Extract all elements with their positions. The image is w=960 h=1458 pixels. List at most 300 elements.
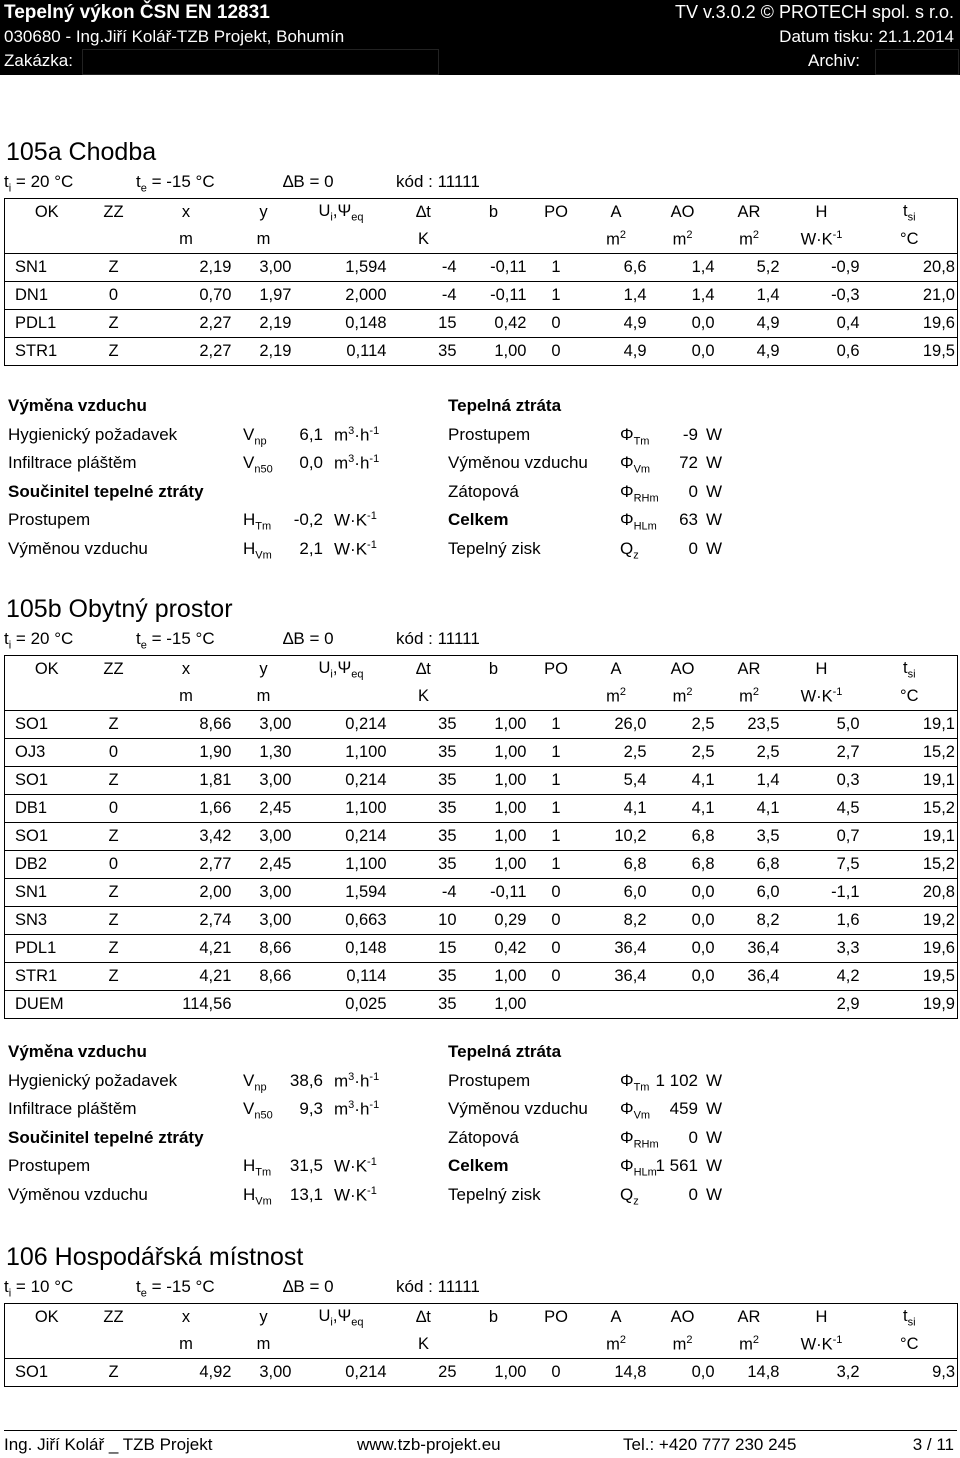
table-cell: -0,3 xyxy=(782,282,862,310)
header-cell: ∆t xyxy=(389,656,459,684)
table-cell: 35 xyxy=(389,739,459,767)
table-row xyxy=(5,879,958,907)
table-cell: 21,0 xyxy=(862,282,958,310)
unit-cell: m xyxy=(139,683,234,711)
table-row xyxy=(5,795,958,823)
table-cell: 3,00 xyxy=(234,823,294,851)
unit-cell xyxy=(529,683,584,711)
table-cell: 2,19 xyxy=(234,310,294,338)
summary-value: 459 xyxy=(669,1099,698,1119)
header-cell: b xyxy=(459,1304,529,1332)
room-table xyxy=(4,655,958,1019)
table-cell: 4,1 xyxy=(717,795,782,823)
table-cell: 0,214 xyxy=(294,711,389,739)
summary-value: 1 102 xyxy=(655,1070,698,1090)
footer-web: www.tzb-projekt.eu xyxy=(357,1435,501,1454)
table-cell: 6,8 xyxy=(717,851,782,879)
table-cell: 1,00 xyxy=(459,963,529,991)
room-title: 105b Obytný prostor xyxy=(6,595,233,623)
table-cell: 2,5 xyxy=(717,739,782,767)
summary-unit: $W\cdot K^{-1}$ xyxy=(334,1185,377,1205)
table-cell: 8,2 xyxy=(584,907,649,935)
summary-unit: W xyxy=(706,481,723,501)
header-cell: AR xyxy=(717,199,782,227)
table-row xyxy=(5,991,958,1019)
summary-label: Hygienický požadavek xyxy=(8,424,178,444)
table-cell: -4 xyxy=(389,879,459,907)
table-cell: 1 xyxy=(529,711,584,739)
table-cell: 6,6 xyxy=(584,254,649,282)
table-cell: SN1 xyxy=(5,254,89,282)
summary-symbol: $\Phi_{HLm}$ xyxy=(620,510,657,533)
table-cell: STR1 xyxy=(5,338,89,366)
summary-symbol: $\Phi_{Vm}$ xyxy=(620,453,651,476)
table-cell: 2,27 xyxy=(139,338,234,366)
summary-value: -0,2 xyxy=(293,510,323,530)
table-cell: 15,2 xyxy=(862,795,958,823)
table-cell: 8,2 xyxy=(717,907,782,935)
header-cell: AR xyxy=(717,656,782,684)
header-cell: PO xyxy=(529,656,584,684)
unit-cell xyxy=(89,683,139,711)
unit-cell: K xyxy=(389,1331,459,1359)
table-cell: Z xyxy=(89,823,139,851)
table-cell: 10,2 xyxy=(584,823,649,851)
unit-cell: $W\cdot K^{-1}$ xyxy=(782,683,862,711)
summary-unit: W xyxy=(706,453,723,473)
table-cell: SN3 xyxy=(5,907,89,935)
summary-label: Zátopová xyxy=(448,481,519,501)
summary-value: 0,0 xyxy=(299,453,323,473)
table-cell: 3,00 xyxy=(234,1359,294,1387)
table-cell: 2,9 xyxy=(782,991,862,1019)
table-cell: 35 xyxy=(389,963,459,991)
table-cell: -4 xyxy=(389,282,459,310)
table-cell: -0,11 xyxy=(459,254,529,282)
table-cell xyxy=(529,991,584,1019)
table-cell: 3,2 xyxy=(782,1359,862,1387)
table-cell: Z xyxy=(89,963,139,991)
unit-cell: m xyxy=(234,226,294,254)
table-cell: 6,0 xyxy=(584,879,649,907)
header-cell: H xyxy=(782,656,862,684)
table-cell: SO1 xyxy=(5,711,89,739)
table-cell: 0,0 xyxy=(649,310,717,338)
table-cell: 20,8 xyxy=(862,879,958,907)
header-cell: A xyxy=(584,1304,649,1332)
unit-cell: m xyxy=(234,1331,294,1359)
summary-label: Infiltrace pláštěm xyxy=(8,1099,137,1119)
cond-ti: $t_i = 10$ °C xyxy=(4,1277,74,1300)
table-cell: 1,4 xyxy=(584,282,649,310)
table-cell: 2,74 xyxy=(139,907,234,935)
summary-label: Výměnou vzduchu xyxy=(8,1185,148,1204)
table-cell: 3,3 xyxy=(782,935,862,963)
header-cell: AO xyxy=(649,1304,717,1332)
table-cell: 114,56 xyxy=(139,991,234,1019)
cond-ti: $t_i = 20$ °C xyxy=(4,629,74,652)
software-version: TV v.3.0.2 © PROTECH spol. s r.o. xyxy=(674,2,954,22)
table-cell: 35 xyxy=(389,851,459,879)
table-cell: 0 xyxy=(89,739,139,767)
header-cell: ZZ xyxy=(89,656,139,684)
header-cell: ∆t xyxy=(389,199,459,227)
table-cell: 1,594 xyxy=(294,254,389,282)
summary-value: 72 xyxy=(679,453,698,473)
summary-value: 0 xyxy=(688,481,698,501)
table-cell: 1,97 xyxy=(234,282,294,310)
unit-cell: $m^2$ xyxy=(717,226,782,254)
summary-label: Prostupem xyxy=(8,1156,91,1176)
table-cell: 2,5 xyxy=(649,739,717,767)
cond-db: ∆B = 0 xyxy=(283,172,334,191)
table-cell: Z xyxy=(89,935,139,963)
unit-cell xyxy=(529,1331,584,1359)
table-cell: 0 xyxy=(529,1359,584,1387)
table-cell: 20,8 xyxy=(862,254,958,282)
table-cell: 36,4 xyxy=(717,935,782,963)
table-cell: 0 xyxy=(529,963,584,991)
table-cell: 0,3 xyxy=(782,767,862,795)
summary-label: Prostupem xyxy=(448,424,531,444)
table-cell: 19,1 xyxy=(862,823,958,851)
unit-cell xyxy=(529,226,584,254)
table-cell: 1,100 xyxy=(294,795,389,823)
header-cell: b xyxy=(459,656,529,684)
table-cell: 2,5 xyxy=(649,711,717,739)
summary-value: 38,6 xyxy=(289,1070,323,1090)
table-row xyxy=(5,254,958,282)
table-cell: 4,92 xyxy=(139,1359,234,1387)
cond-kod: kód : 11111 xyxy=(396,172,480,191)
table-cell: 2,45 xyxy=(234,851,294,879)
unit-cell: K xyxy=(389,226,459,254)
table-cell: 0 xyxy=(529,935,584,963)
table-cell: 0 xyxy=(529,907,584,935)
table-row xyxy=(5,907,958,935)
table-cell: DB2 xyxy=(5,851,89,879)
summary-label: Součinitel tepelné ztráty xyxy=(8,481,204,501)
unit-cell: $m^2$ xyxy=(717,1331,782,1359)
summary-value: 63 xyxy=(679,510,698,530)
table-cell: 6,8 xyxy=(649,851,717,879)
unit-cell: K xyxy=(389,683,459,711)
table-cell: 1,100 xyxy=(294,851,389,879)
table-cell: 10 xyxy=(389,907,459,935)
table-cell xyxy=(584,991,649,1019)
unit-cell: $W\cdot K^{-1}$ xyxy=(782,226,862,254)
unit-cell xyxy=(294,683,389,711)
summary-label: Prostupem xyxy=(448,1070,531,1090)
unit-cell xyxy=(459,226,529,254)
summary-label: Tepelný zisk xyxy=(448,539,541,558)
table-cell: 3,00 xyxy=(234,879,294,907)
table-cell: Z xyxy=(89,907,139,935)
table-cell: SO1 xyxy=(5,823,89,851)
unit-cell xyxy=(294,226,389,254)
zakazka-label: Zakázka: xyxy=(4,51,73,70)
table-cell: 19,1 xyxy=(862,767,958,795)
cond-te: $t_e = -15$ °C xyxy=(136,1277,215,1300)
table-row xyxy=(5,282,958,310)
table-cell: 35 xyxy=(389,795,459,823)
table-cell: 1,81 xyxy=(139,767,234,795)
table-cell: Z xyxy=(89,767,139,795)
header-cell: $U_i,\Psi_{eq}$ xyxy=(294,199,389,227)
table-cell: Z xyxy=(89,1359,139,1387)
unit-cell xyxy=(459,1331,529,1359)
table-cell: 0,663 xyxy=(294,907,389,935)
table-cell: 1,00 xyxy=(459,711,529,739)
table-header-row xyxy=(5,199,958,227)
table-row xyxy=(5,711,958,739)
table-cell: 1,4 xyxy=(649,282,717,310)
table-cell: 1,4 xyxy=(717,282,782,310)
header-cell: y xyxy=(234,656,294,684)
table-cell xyxy=(234,991,294,1019)
table-cell: 8,66 xyxy=(234,935,294,963)
summary-value: 13,1 xyxy=(289,1185,323,1204)
table-cell: 0,214 xyxy=(294,823,389,851)
header-cell: OK xyxy=(5,1304,89,1332)
table-units-row xyxy=(5,226,958,254)
table-cell: 0 xyxy=(529,338,584,366)
table-cell: 0 xyxy=(89,282,139,310)
summary-label: Zátopová xyxy=(448,1127,519,1147)
table-cell: 1,00 xyxy=(459,739,529,767)
table-cell: 1,00 xyxy=(459,823,529,851)
unit-cell: $m^2$ xyxy=(649,1331,717,1359)
table-cell: STR1 xyxy=(5,963,89,991)
header-cell: AR xyxy=(717,1304,782,1332)
table-cell: 35 xyxy=(389,711,459,739)
unit-cell xyxy=(5,226,89,254)
table-cell: 15,2 xyxy=(862,739,958,767)
table-cell: 26,0 xyxy=(584,711,649,739)
table-cell: 1 xyxy=(529,767,584,795)
table-cell xyxy=(717,991,782,1019)
table-cell: Z xyxy=(89,879,139,907)
table-cell: 1,90 xyxy=(139,739,234,767)
footer-rule xyxy=(4,1430,957,1431)
table-cell: 4,1 xyxy=(584,795,649,823)
summary-symbol: $V_{np}$ xyxy=(243,1070,267,1093)
header-cell: $U_i,\Psi_{eq}$ xyxy=(294,656,389,684)
table-cell: 0,42 xyxy=(459,310,529,338)
table-row xyxy=(5,767,958,795)
table-row xyxy=(5,310,958,338)
summary-label: Výměnou vzduchu xyxy=(448,453,588,473)
unit-cell xyxy=(89,1331,139,1359)
table-cell: 4,9 xyxy=(717,338,782,366)
table-cell: 5,0 xyxy=(782,711,862,739)
cond-te: $t_e = -15$ °C xyxy=(136,629,215,652)
header-cell: $t_{si}$ xyxy=(862,1304,958,1332)
table-cell: 15 xyxy=(389,935,459,963)
summary-symbol: $Q_z$ xyxy=(620,539,639,562)
table-cell: 6,8 xyxy=(649,823,717,851)
table-header-row xyxy=(5,656,958,684)
table-cell: 4,2 xyxy=(782,963,862,991)
print-date: Datum tisku: 21.1.2014 xyxy=(779,27,954,46)
unit-cell xyxy=(5,683,89,711)
unit-cell: $W\cdot K^{-1}$ xyxy=(782,1331,862,1359)
summary-symbol: $\Phi_{RHm}$ xyxy=(620,1127,659,1151)
table-cell: 3,00 xyxy=(234,767,294,795)
header-cell: A xyxy=(584,199,649,227)
table-cell: 35 xyxy=(389,991,459,1019)
table-cell: 35 xyxy=(389,338,459,366)
summary-unit: W xyxy=(706,1156,723,1176)
summary-symbol: $V_{np}$ xyxy=(243,424,267,447)
table-cell: 25 xyxy=(389,1359,459,1387)
table-cell: 1 xyxy=(529,795,584,823)
cond-db: ∆B = 0 xyxy=(283,629,334,648)
summary-unit: W xyxy=(706,1185,723,1204)
summary-unit: $m^3\cdot h^{-1}$ xyxy=(334,424,380,445)
header-cell: y xyxy=(234,1304,294,1332)
header-cell: ZZ xyxy=(89,199,139,227)
header-cell: A xyxy=(584,656,649,684)
table-cell: 15 xyxy=(389,310,459,338)
header-cell: PO xyxy=(529,1304,584,1332)
table-cell: 0,025 xyxy=(294,991,389,1019)
table-cell: DN1 xyxy=(5,282,89,310)
table-cell: PDL1 xyxy=(5,935,89,963)
header-cell: PO xyxy=(529,199,584,227)
summary-unit: $m^3\cdot h^{-1}$ xyxy=(334,1099,380,1119)
header-cell: OK xyxy=(5,656,89,684)
cond-te: $t_e = -15$ °C xyxy=(136,172,215,195)
unit-cell: °C xyxy=(862,1331,958,1359)
table-cell: SO1 xyxy=(5,767,89,795)
summary-unit: W xyxy=(706,1070,723,1090)
table-cell: 35 xyxy=(389,823,459,851)
summary-symbol: $V_{n50}$ xyxy=(243,1099,273,1122)
table-cell: 2,77 xyxy=(139,851,234,879)
table-header-row xyxy=(5,1304,958,1332)
table-cell: 6,0 xyxy=(717,879,782,907)
table-cell: 0,4 xyxy=(782,310,862,338)
table-cell: DB1 xyxy=(5,795,89,823)
table-cell: 3,00 xyxy=(234,254,294,282)
table-cell: 2,19 xyxy=(234,338,294,366)
table-units-row xyxy=(5,1331,958,1359)
table-cell: 1,00 xyxy=(459,795,529,823)
table-cell: 0,0 xyxy=(649,338,717,366)
header-cell: x xyxy=(139,1304,234,1332)
table-cell: Z xyxy=(89,310,139,338)
footer-page: 3 / 11 xyxy=(912,1435,954,1454)
unit-cell xyxy=(89,226,139,254)
summary-label: Výměnou vzduchu xyxy=(448,1099,588,1119)
table-cell: 5,2 xyxy=(717,254,782,282)
room-title: 106 Hospodářská místnost xyxy=(6,1243,304,1271)
summary-label: Tepelná ztráta xyxy=(448,1042,562,1061)
summary-value: 0 xyxy=(688,539,698,558)
table-cell: 0,114 xyxy=(294,963,389,991)
footer-author: Ing. Jiří Kolář _ TZB Projekt xyxy=(4,1435,213,1454)
table-cell: 0,0 xyxy=(649,907,717,935)
table-cell: Z xyxy=(89,711,139,739)
table-cell: 36,4 xyxy=(717,963,782,991)
unit-cell xyxy=(5,1331,89,1359)
table-cell: SO1 xyxy=(5,1359,89,1387)
header-cell: $U_i,\Psi_{eq}$ xyxy=(294,1304,389,1332)
unit-cell: $m^2$ xyxy=(584,683,649,711)
table-cell: 0 xyxy=(89,795,139,823)
summary-unit: $W\cdot K^{-1}$ xyxy=(334,539,377,559)
unit-cell: m xyxy=(234,683,294,711)
summary-unit: W xyxy=(706,1099,723,1119)
table-cell: 1,00 xyxy=(459,1359,529,1387)
table-cell: 36,4 xyxy=(584,935,649,963)
table-cell: 14,8 xyxy=(717,1359,782,1387)
table-cell: 1,6 xyxy=(782,907,862,935)
author-line: 030680 - Ing.Jiří Kolář-TZB Projekt, Bohumín xyxy=(4,27,345,46)
summary-value: 0 xyxy=(688,1127,698,1147)
table-cell: 19,2 xyxy=(862,907,958,935)
table-cell: 0,29 xyxy=(459,907,529,935)
summary-symbol: $\Phi_{RHm}$ xyxy=(620,481,659,505)
table-cell: 0 xyxy=(89,851,139,879)
table-cell: 4,21 xyxy=(139,935,234,963)
summary-value: 6,1 xyxy=(299,424,323,444)
unit-cell xyxy=(459,683,529,711)
table-cell: SN1 xyxy=(5,879,89,907)
table-cell: 15,2 xyxy=(862,851,958,879)
table-cell: 19,6 xyxy=(862,935,958,963)
header-cell: $t_{si}$ xyxy=(862,199,958,227)
table-cell: 3,42 xyxy=(139,823,234,851)
summary-label: Tepelná ztráta xyxy=(448,396,562,415)
header-cell: b xyxy=(459,199,529,227)
summary-label: Hygienický požadavek xyxy=(8,1070,178,1090)
room-table xyxy=(4,198,958,366)
summary-label: Prostupem xyxy=(8,510,91,530)
table-cell: 0,214 xyxy=(294,1359,389,1387)
table-cell: -0,11 xyxy=(459,879,529,907)
table-cell: 4,1 xyxy=(649,767,717,795)
table-cell: 2,000 xyxy=(294,282,389,310)
table-cell: 0,0 xyxy=(649,935,717,963)
table-cell: 8,66 xyxy=(234,963,294,991)
table-cell: 2,27 xyxy=(139,310,234,338)
table-cell: -0,9 xyxy=(782,254,862,282)
summary-label: Celkem xyxy=(448,1156,509,1176)
table-cell: 2,45 xyxy=(234,795,294,823)
table-cell: -4 xyxy=(389,254,459,282)
unit-cell: °C xyxy=(862,683,958,711)
summary-label: Výměnou vzduchu xyxy=(8,539,148,558)
table-cell: -0,11 xyxy=(459,282,529,310)
table-row xyxy=(5,963,958,991)
table-cell: 0,70 xyxy=(139,282,234,310)
summary-symbol: $\Phi_{Tm}$ xyxy=(620,1070,650,1093)
table-units-row xyxy=(5,683,958,711)
unit-cell: $m^2$ xyxy=(717,683,782,711)
unit-cell: °C xyxy=(862,226,958,254)
table-row xyxy=(5,1359,958,1387)
table-cell: 1,100 xyxy=(294,739,389,767)
cond-ti: $t_i = 20$ °C xyxy=(4,172,74,195)
cond-kod: kód : 11111 xyxy=(396,1277,480,1296)
table-cell: 0,0 xyxy=(649,879,717,907)
header-cell: AO xyxy=(649,656,717,684)
summary-unit: W xyxy=(706,510,723,530)
header-cell: H xyxy=(782,199,862,227)
table-cell: 4,9 xyxy=(584,310,649,338)
